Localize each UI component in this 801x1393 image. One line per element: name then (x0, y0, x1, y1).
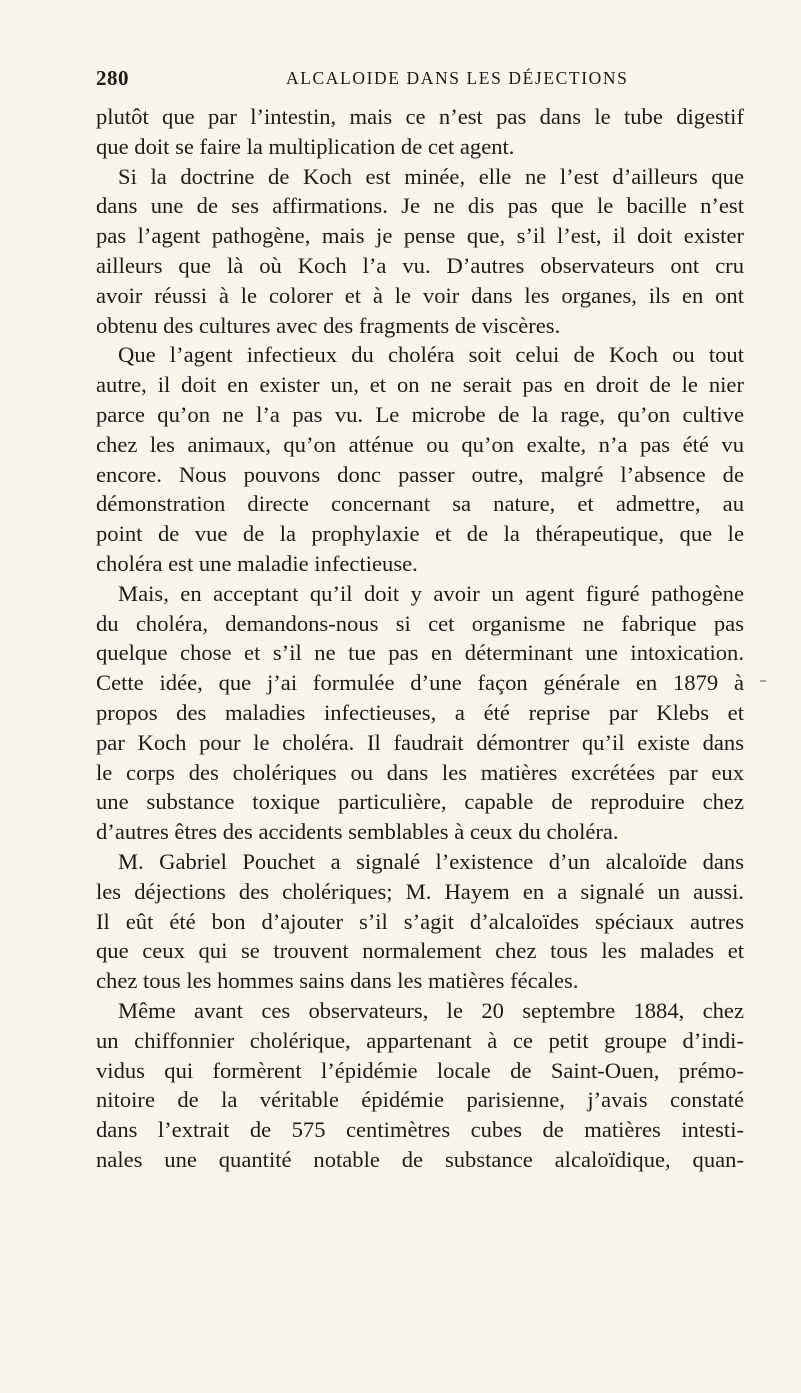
text-line: ailleurs que là où Koch l’a vu. D’autres observateurs ont cru (96, 252, 744, 278)
text-line: pas l’agent pathogène, mais je pense que, s’il l’est, il doit exister (96, 223, 744, 249)
text-line: que doit se faire la multiplication de cet agent. (96, 133, 515, 159)
text-line: les déjections des cholériques; M. Hayem en a signalé un aussi. (96, 878, 744, 904)
print-mark (760, 680, 766, 682)
text-line: Que l’agent infectieux du choléra soit celui de Koch ou tout (118, 342, 744, 368)
text-line: vidus qui formèrent l’épidémie locale de Saint-Ouen, prémo- (96, 1057, 744, 1083)
text-line: obtenu des cultures avec des fragments de viscères. (96, 312, 561, 338)
text-line: démonstration directe concernant sa nature, et admettre, au (96, 491, 744, 517)
text-line: quelque chose et s’il ne tue pas en déterminant une intoxication. (96, 640, 744, 666)
text-line: autre, il doit en exister un, et on ne serait pas en droit de le nier (96, 372, 744, 398)
text-line: Si la doctrine de Koch est minée, elle ne l’est d’ailleurs que (118, 163, 744, 189)
text-line: parce qu’on ne l’a pas vu. Le microbe de la rage, qu’on cultive (96, 401, 744, 427)
text-line: avoir réussi à le colorer et à le voir dans les organes, ils en ont (96, 282, 744, 308)
page-header (96, 66, 736, 98)
text-line: le corps des cholériques ou dans les matières excrétées par eux (96, 759, 744, 785)
text-line: dans l’extrait de 575 centimètres cubes de matières intesti- (96, 1117, 744, 1143)
text-line: Cette idée, que j’ai formulée d’une façon générale en 1879 à (96, 670, 744, 696)
running-title: ALCALOIDE DANS LES DÉJECTIONS (286, 68, 629, 88)
text-line: M. Gabriel Pouchet a signalé l’existence d’un alcaloïde dans (118, 848, 744, 874)
text-line: d’autres êtres des accidents semblables à ceux du choléra. (96, 819, 619, 845)
text-line: chez les animaux, qu’on atténue ou qu’on exalte, n’a pas été vu (96, 431, 744, 457)
body-text (96, 102, 744, 1175)
text-line: choléra est une maladie infectieuse. (96, 550, 418, 576)
text-line: Il eût été bon d’ajouter s’il s’agit d’alcaloïdes spéciaux autres (96, 908, 744, 934)
text-line: Mais, en acceptant qu’il doit y avoir un agent figuré pathogène (118, 580, 744, 606)
text-line: chez tous les hommes sains dans les matières fécales. (96, 968, 579, 994)
text-line: plutôt que par l’intestin, mais ce n’est pas dans le tube digestif (96, 104, 744, 129)
text-line: nitoire de la véritable épidémie parisienne, j’avais constaté (96, 1087, 744, 1113)
page-number: 280 (96, 66, 129, 90)
text-line: encore. Nous pouvons donc passer outre, malgré l’absence de (96, 461, 744, 487)
text-line: Même avant ces observateurs, le 20 septembre 1884, chez (118, 997, 744, 1023)
text-line: que ceux qui se trouvent normalement chez tous les malades et (96, 938, 744, 964)
text-line: par Koch pour le choléra. Il faudrait démontrer qu’il existe dans (96, 729, 744, 755)
text-line: point de vue de la prophylaxie et de la thérapeutique, que le (96, 521, 744, 547)
text-line: dans une de ses affirmations. Je ne dis pas que le bacille n’est (96, 193, 744, 219)
text-line: du choléra, demandons-nous si cet organisme ne fabrique pas (96, 610, 744, 636)
text-line: propos des maladies infectieuses, a été reprise par Klebs et (96, 699, 744, 725)
text-line: une substance toxique particulière, capable de reproduire chez (96, 789, 744, 815)
text-line: nales une quantité notable de substance alcaloïdique, quan- (96, 1146, 744, 1172)
text-line: un chiffonnier cholérique, appartenant à ce petit groupe d’indi- (96, 1027, 744, 1053)
